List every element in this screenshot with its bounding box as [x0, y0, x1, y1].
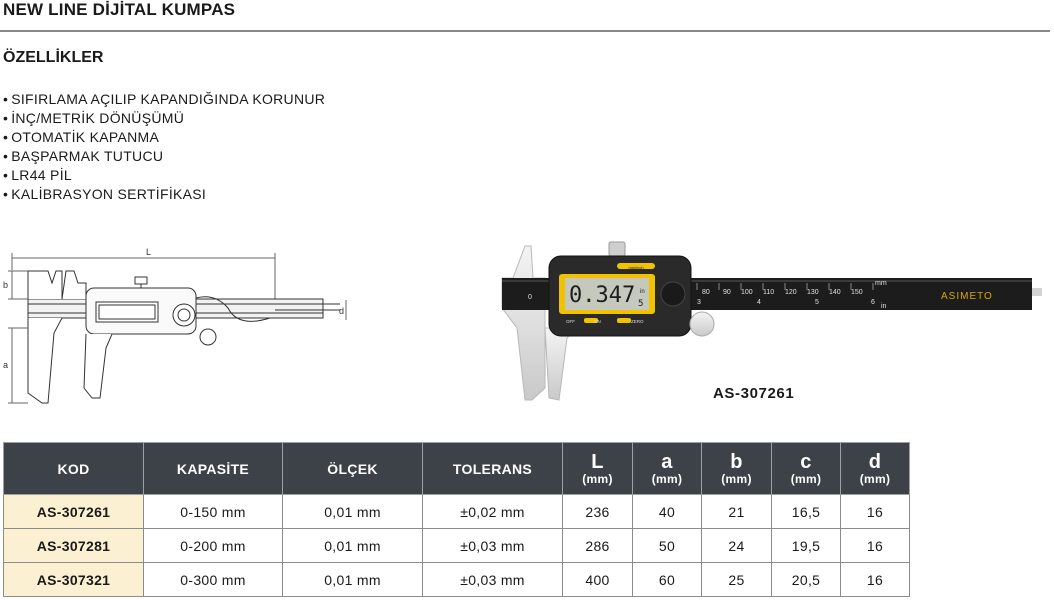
- scale-label-in: 4: [757, 299, 761, 306]
- column-header-d: d (mm): [841, 443, 910, 495]
- cell-b: 25: [702, 563, 772, 597]
- cell-c: 16,5: [772, 495, 841, 529]
- cell-code: AS-307261: [4, 495, 144, 529]
- cell-L: 400: [563, 563, 633, 597]
- dim-label-d: d: [339, 306, 345, 316]
- cell-a: 40: [633, 495, 702, 529]
- scale-label: 110: [763, 289, 775, 296]
- page-title: NEW LINE DİJİTAL KUMPAS: [3, 0, 236, 19]
- column-header-L: L (mm): [563, 443, 633, 495]
- scale-label: 80: [702, 289, 710, 296]
- scale-label: 150: [851, 289, 863, 296]
- feature-item: • BAŞPARMAK TUTUCU: [3, 147, 325, 166]
- cell-tolerance: ±0,02 mm: [423, 495, 563, 529]
- caliper-technical-drawing: [0, 238, 355, 413]
- cell-capacity: 0-300 mm: [144, 563, 283, 597]
- scale-label: 130: [807, 289, 819, 296]
- cell-tolerance: ±0,03 mm: [423, 563, 563, 597]
- mm-inch-label: mm/inch: [628, 265, 644, 270]
- cell-c: 19,5: [772, 529, 841, 563]
- off-label: OFF: [566, 319, 575, 324]
- feature-item: • İNÇ/METRİK DÖNÜŞÜMÜ: [3, 109, 325, 128]
- dim-label-b: b: [3, 280, 9, 290]
- lcd-reading: 0.347: [569, 283, 636, 308]
- cell-c: 20,5: [772, 563, 841, 597]
- features-list: [3, 90, 325, 204]
- scale-unit-in: in: [881, 303, 887, 310]
- cell-a: 50: [633, 529, 702, 563]
- cell-L: 236: [563, 495, 633, 529]
- cell-d: 16: [841, 495, 910, 529]
- scale-label-in: 5: [815, 299, 819, 306]
- table-header-row: [4, 443, 910, 495]
- lcd-unit: in: [640, 289, 645, 295]
- column-header-kod: KOD: [4, 443, 144, 495]
- feature-item: • SIFIRLAMA AÇILIP KAPANDIĞINDA KORUNUR: [3, 90, 325, 109]
- cell-tolerance: ±0,03 mm: [423, 529, 563, 563]
- dim-label-a: a: [3, 360, 9, 370]
- title-divider: [0, 30, 1050, 32]
- feature-item: • KALİBRASYON SERTİFİKASI: [3, 185, 325, 204]
- cell-L: 286: [563, 529, 633, 563]
- scale-label: 100: [741, 289, 753, 296]
- feature-item: • LR44 PİL: [3, 166, 325, 185]
- dim-label-L: L: [146, 247, 152, 257]
- cell-a: 60: [633, 563, 702, 597]
- column-header-a: a (mm): [633, 443, 702, 495]
- cell-scale: 0,01 mm: [283, 563, 423, 597]
- cell-scale: 0,01 mm: [283, 495, 423, 529]
- cell-code: AS-307281: [4, 529, 144, 563]
- scale-label: 0: [528, 294, 532, 301]
- scale-label-in: 3: [697, 299, 701, 306]
- column-header-b: b (mm): [702, 443, 772, 495]
- product-model-code: AS-307261: [713, 385, 795, 402]
- column-header-c: c (mm): [772, 443, 841, 495]
- table-row: [4, 563, 910, 597]
- cell-code: AS-307321: [4, 563, 144, 597]
- caliper-product-photo: [497, 228, 1042, 403]
- scale-label-in: 6: [871, 299, 875, 306]
- column-header-olcek: ÖLÇEK: [283, 443, 423, 495]
- cell-b: 24: [702, 529, 772, 563]
- feature-item: • OTOMATİK KAPANMA: [3, 128, 325, 147]
- scale-label: 140: [829, 289, 841, 296]
- lcd-fraction: 5: [638, 299, 644, 309]
- scale-unit-mm: mm: [875, 280, 887, 287]
- cell-b: 21: [702, 495, 772, 529]
- on-label: ON: [594, 319, 601, 324]
- cell-d: 16: [841, 529, 910, 563]
- cell-d: 16: [841, 563, 910, 597]
- cell-scale: 0,01 mm: [283, 529, 423, 563]
- table-row: [4, 495, 910, 529]
- scale-label: 120: [785, 289, 797, 296]
- column-header-kapasite: KAPASİTE: [144, 443, 283, 495]
- brand-logo: ASIMETO: [941, 291, 993, 302]
- column-header-tolerans: TOLERANS: [423, 443, 563, 495]
- table-row: [4, 529, 910, 563]
- scale-label: 90: [723, 289, 731, 296]
- cell-capacity: 0-200 mm: [144, 529, 283, 563]
- features-heading: ÖZELLİKLER: [3, 49, 104, 66]
- cell-capacity: 0-150 mm: [144, 495, 283, 529]
- spec-table: [3, 442, 910, 597]
- zero-label: ZERO: [631, 319, 644, 324]
